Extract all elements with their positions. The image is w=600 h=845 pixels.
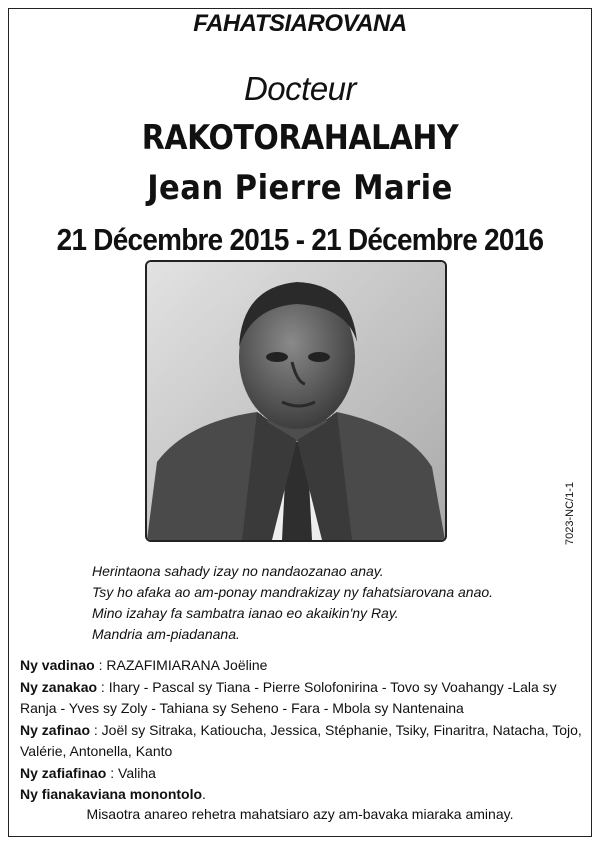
spouse-entry: Ny vadinao : RAZAFIMIARANA Joëline (20, 657, 268, 673)
memorial-dates: 21 Décembre 2015 - 21 Décembre 2016 (56, 222, 544, 257)
portrait-photo (145, 260, 447, 542)
great-grandchildren-entry: Ny zafiafinao : Valiha (20, 764, 156, 781)
poem-line: Tsy ho afaka ao am-ponay mandrakizay ny fahatsiarovana anao. (92, 584, 494, 600)
grandchildren-entry: Ny zafinao : Joël sy Sitraka, Katioucha, Jessica, Stéphanie, Tsiky, Finaritra, Natacha, Tojo, Valérie, Antonella, Kanto (20, 721, 582, 759)
closing-message: Misaotra anareo rehetra mahatsiaro azy am-bavaka miaraka aminay. (86, 806, 514, 822)
family-list (20, 655, 586, 806)
portrait-illustration (147, 262, 445, 540)
notice-header: FAHATSIAROVANA (193, 10, 407, 37)
extended-family-entry: Ny fianakaviana monontolo. (20, 786, 206, 802)
poem-line: Herintaona sahady izay no nandaozanao anay. (92, 563, 384, 579)
poem-line: Mandria am-piadanana. (92, 626, 240, 642)
children-entry: Ny zanakao : Ihary - Pascal sy Tiana - Pierre Solofonirina - Tovo sy Voahangy -Lala sy Ranja - Yves sy Zoly - Tahiana sy Seheno - Fara - Mbola sy Nantenaina (20, 678, 557, 716)
deceased-surname: RAKOTORAHALAHY (141, 118, 459, 158)
poem-line: Mino izahay fa sambatra ianao eo akaikin'ny Ray. (92, 605, 399, 621)
deceased-given-names: Jean Pierre Marie (147, 168, 453, 208)
memorial-poem (92, 561, 493, 645)
honorific: Docteur (243, 70, 357, 107)
reference-code-text: 7023-NC/1-1 (564, 482, 576, 545)
reference-code (564, 482, 576, 545)
